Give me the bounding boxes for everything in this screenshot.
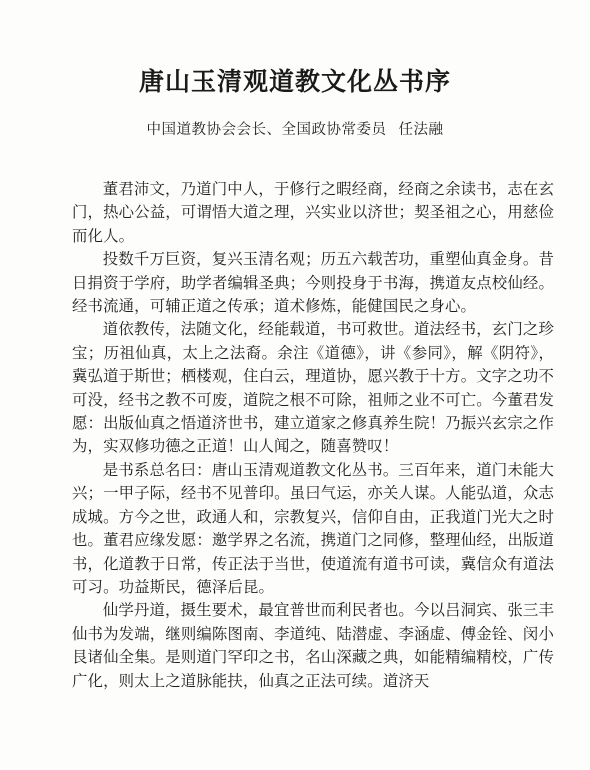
paragraph: 投数千万巨资，复兴玉清名观；历五六载苦功，重塑仙真金身。昔日捐资于学府，助学者编辑圣典；今则投身于书海，携道友点校仙经。经书流通，可辅正道之传承；道术修炼，能健国民之身心。 <box>72 250 554 316</box>
author-role: 中国道教协会会长、全国政协常委员 <box>146 122 387 138</box>
paragraph: 是书系总名曰：唐山玉清观道教文化丛书。三百年来，道门未能大兴；一甲子际，经书不见普印。虽曰气运，亦关人谋。人能弘道，众志成城。方今之世，政通人和，宗教复兴，信仰自由，正我道门光大之时也。董君应缘发愿：邀学界之名流，携道门之同修，整理仙经，出版道书，化道教于日常，传正法于当世，使道流有道书可读，冀信众有道法可习。功益斯民，德泽后昆。 <box>72 460 554 596</box>
byline <box>0 118 590 139</box>
paragraph: 道依教传，法随文化，经能载道，书可救世。道法经书，玄门之珍宝；历祖仙真，太上之法裔。余注《道德》，讲《参同》，解《阴符》，冀弘道于斯世；栖楼观，住白云，理道协，愿兴教于十方。文字之功不可没，经书之教不可废，道院之根不可除，祖师之业不可亡。今董君发愿：出版仙真之悟道济世书，建立道家之修真养生院！乃振兴玄宗之作为，实双修功德之正道！山人闻之，随喜赞叹！ <box>72 320 554 456</box>
author-name: 任法融 <box>398 122 444 138</box>
paragraph: 董君沛文，乃道门中人，于修行之暇经商，经商之余读书，志在玄门，热心公益，可谓悟大道之理，兴实业以济世；契圣祖之心，用慈俭而化人。 <box>72 180 554 245</box>
document-title: 唐山玉清观道教文化丛书序 <box>138 67 451 96</box>
paragraph: 仙学丹道，摄生要术，最宜普世而利民者也。今以吕洞宾、张三丰仙书为发端，继则编陈图南、李道纯、陆潜虚、李涵虚、傅金铨、闵小艮诸仙全集。是则道门罕印之书，名山深藏之典，如能精编精校，广传广化，则太上之道脉能扶，仙真之正法可续。道济天 <box>72 601 554 690</box>
body-text <box>72 178 554 693</box>
